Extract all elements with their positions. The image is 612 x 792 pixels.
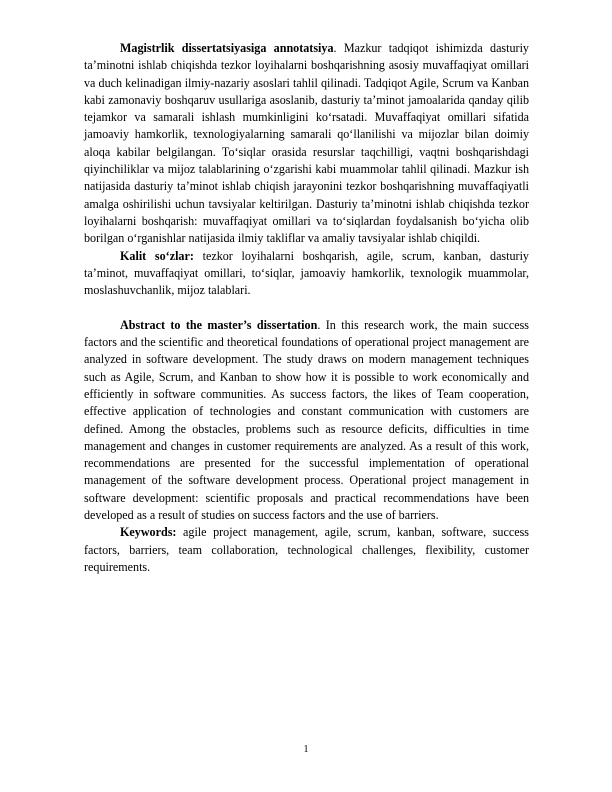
en-abstract-heading: Abstract to the master’s dissertation	[120, 317, 318, 332]
page-number: 1	[303, 744, 309, 755]
en-abstract-body: . In this research work, the main success factors and the scientific and theoretical foundations of operational project management are analyzed in software development. The study draws on modern management techniques such as Agile, Scrum, and Kanban to show how it is possible to work economically and efficiently in software communities. As success factors, the likes of Team cooperation, effective application of technologies and constant communication with customers are defined. Among the obstacles, problems such as resource deficits, difficulties in time management and changes in customer requirements are analyzed. As a result of this work, recommendations are presented for the successful implementation of operational management of the software development process. Operational project management in software development: scientific proposals and practical recommendations have been developed as a result of studies on success factors and the use of barriers.	[84, 317, 530, 523]
en-abstract-paragraph	[84, 317, 529, 525]
paragraph-gap	[84, 299, 529, 316]
en-keywords-text: agile project management, agile, scrum, kanban, software, success factors, barriers, team collaboration, technological challenges, flexibility, customer requirements.	[84, 525, 529, 574]
uz-annotation-heading: Magistrlik dissertatsiyasiga annotatsiya	[120, 41, 334, 55]
uz-keywords-paragraph	[84, 248, 529, 300]
uz-annotation-body: . Mazkur tadqiqot ishimizda dasturiy ta’minotni ishlab chiqishda tezkor loyihalarni boshqarishning asosiy muvaffaqiyat omillari va duch kelinadigan ilmiy-nazariy asoslari tahlil qilinadi. Tadqiqot Agile, Scrum va Kanban kabi zamonaviy boshqaruv usullariga asoslanib, dasturiy ta’minot jamoalarida qanday qilib tejamkor va samarali ishlash mumkinligini koʻrsatadi. Muvaffaqiyat omillari sifatida jamoaviy hamkorlik, texnologiyalarning samarali qoʻllanilishi va mijozlar bilan doimiy aloqa kabilar belgilangan. Toʻsiqlar orasida resurslar taqchilligi, vaqtni boshqarishdagi qiyinchiliklar va mijoz talablarining oʻzgarishi kabi muammolar tahlil qilinadi. Mazkur ish natijasida dasturiy ta’minot ishlab chiqish jarayonini tezkor boshqarishning muvaffaqiyatli amalga oshirilishi uchun tavsiyalar keltirilgan. Dasturiy ta’minotni ishlab chiqishda tezkor loyihalarni boshqarish: muvaffaqiyat omillari va toʻsiqlardan foydalsanish boʻyicha olib borilgan oʻrganishlar natijasida ilmiy takliflar va amaliy tavsiyalar ishlab chiqildi.	[84, 41, 529, 246]
uz-keywords-text: tezkor loyihalarni boshqarish, agile, scrum, kanban, dasturiy ta’minot, muvaffaqiyat omillari, toʻsiqlar, jamoaviy hamkorlik, texnologik muammolar, moslashuvchanlik, mijoz talablari.	[84, 248, 529, 298]
page-content	[84, 40, 529, 576]
uz-annotation-paragraph	[84, 40, 529, 248]
en-keywords-paragraph	[84, 524, 529, 576]
uz-keywords-label: Kalit soʻzlar:	[120, 248, 194, 263]
en-keywords-label: Keywords:	[120, 525, 177, 540]
